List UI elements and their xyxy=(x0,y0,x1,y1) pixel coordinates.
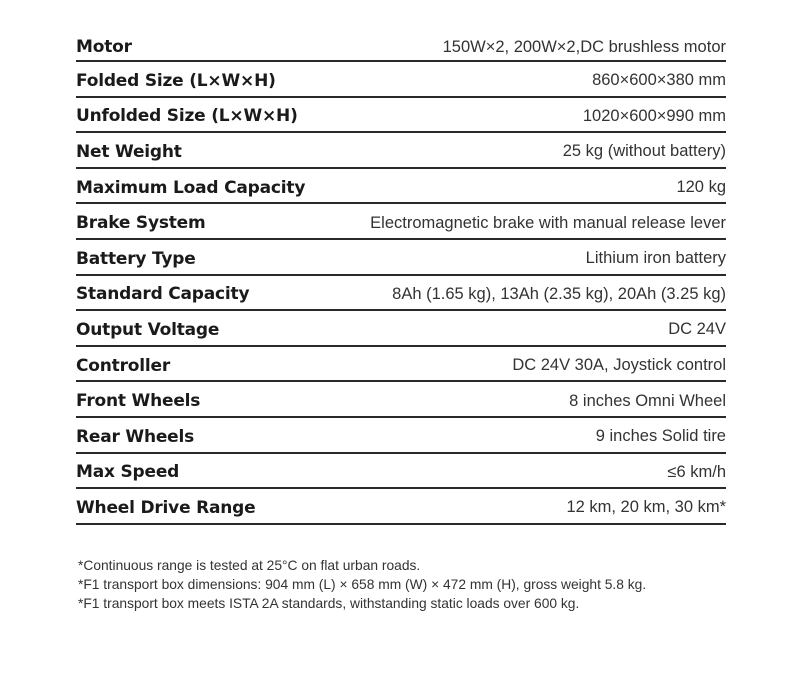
spec-row-unfolded-size xyxy=(76,98,726,134)
spec-label: Max Speed xyxy=(76,462,180,483)
spec-value: DC 24V xyxy=(668,320,726,339)
spec-value: DC 24V 30A, Joystick control xyxy=(512,356,726,375)
spec-row-output-voltage xyxy=(76,311,726,347)
spec-row-brake-system xyxy=(76,204,726,240)
spec-value: 8Ah (1.65 kg), 13Ah (2.35 kg), 20Ah (3.25 kg) xyxy=(392,284,726,303)
footnotes xyxy=(78,556,758,613)
spec-value: 120 kg xyxy=(676,178,726,197)
spec-label: Standard Capacity xyxy=(76,284,250,305)
spec-value: Electromagnetic brake with manual release lever xyxy=(370,213,726,232)
spec-row-folded-size xyxy=(76,62,726,98)
spec-value: 8 inches Omni Wheel xyxy=(569,391,726,410)
spec-value: 150W×2, 200W×2,DC brushless motor xyxy=(442,37,726,56)
spec-row-battery-type xyxy=(76,240,726,276)
spec-row-rear-wheels xyxy=(76,418,726,454)
spec-label: Net Weight xyxy=(76,141,182,162)
spec-label: Controller xyxy=(76,355,171,376)
spec-row-max-speed xyxy=(76,454,726,490)
spec-row-max-load xyxy=(76,169,726,205)
spec-value: 9 inches Solid tire xyxy=(595,427,726,446)
spec-row-wheel-drive-range xyxy=(76,489,726,525)
spec-value: 860×600×380 mm xyxy=(592,71,726,90)
spec-table xyxy=(76,30,726,525)
spec-row-motor xyxy=(76,30,726,62)
footnote-range: *Continuous range is tested at 25°C on flat urban roads. xyxy=(78,558,421,573)
spec-label: Maximum Load Capacity xyxy=(76,177,306,198)
spec-label: Folded Size (L×W×H) xyxy=(76,70,276,91)
footnote-ista-standard: *F1 transport box meets ISTA 2A standards, withstanding static loads over 600 kg. xyxy=(78,596,580,611)
footnote-box-dimensions: *F1 transport box dimensions: 904 mm (L) × 658 mm (W) × 472 mm (H), gross weight 5.8 kg. xyxy=(78,577,647,592)
spec-label: Wheel Drive Range xyxy=(76,497,256,518)
spec-label: Unfolded Size (L×W×H) xyxy=(76,106,298,127)
spec-value: Lithium iron battery xyxy=(585,249,726,268)
spec-value: 1020×600×990 mm xyxy=(582,106,726,125)
spec-row-controller xyxy=(76,347,726,383)
spec-value: 12 km, 20 km, 30 km* xyxy=(566,498,726,517)
spec-row-front-wheels xyxy=(76,382,726,418)
spec-row-standard-capacity xyxy=(76,276,726,312)
spec-row-net-weight xyxy=(76,133,726,169)
spec-label: Rear Wheels xyxy=(76,426,195,447)
spec-label: Motor xyxy=(76,37,132,57)
spec-label: Front Wheels xyxy=(76,391,201,412)
spec-label: Output Voltage xyxy=(76,319,220,340)
spec-value: 25 kg (without battery) xyxy=(562,142,726,161)
spec-label: Brake System xyxy=(76,213,206,234)
spec-label: Battery Type xyxy=(76,248,196,269)
spec-value: ≤6 km/h xyxy=(667,462,726,481)
